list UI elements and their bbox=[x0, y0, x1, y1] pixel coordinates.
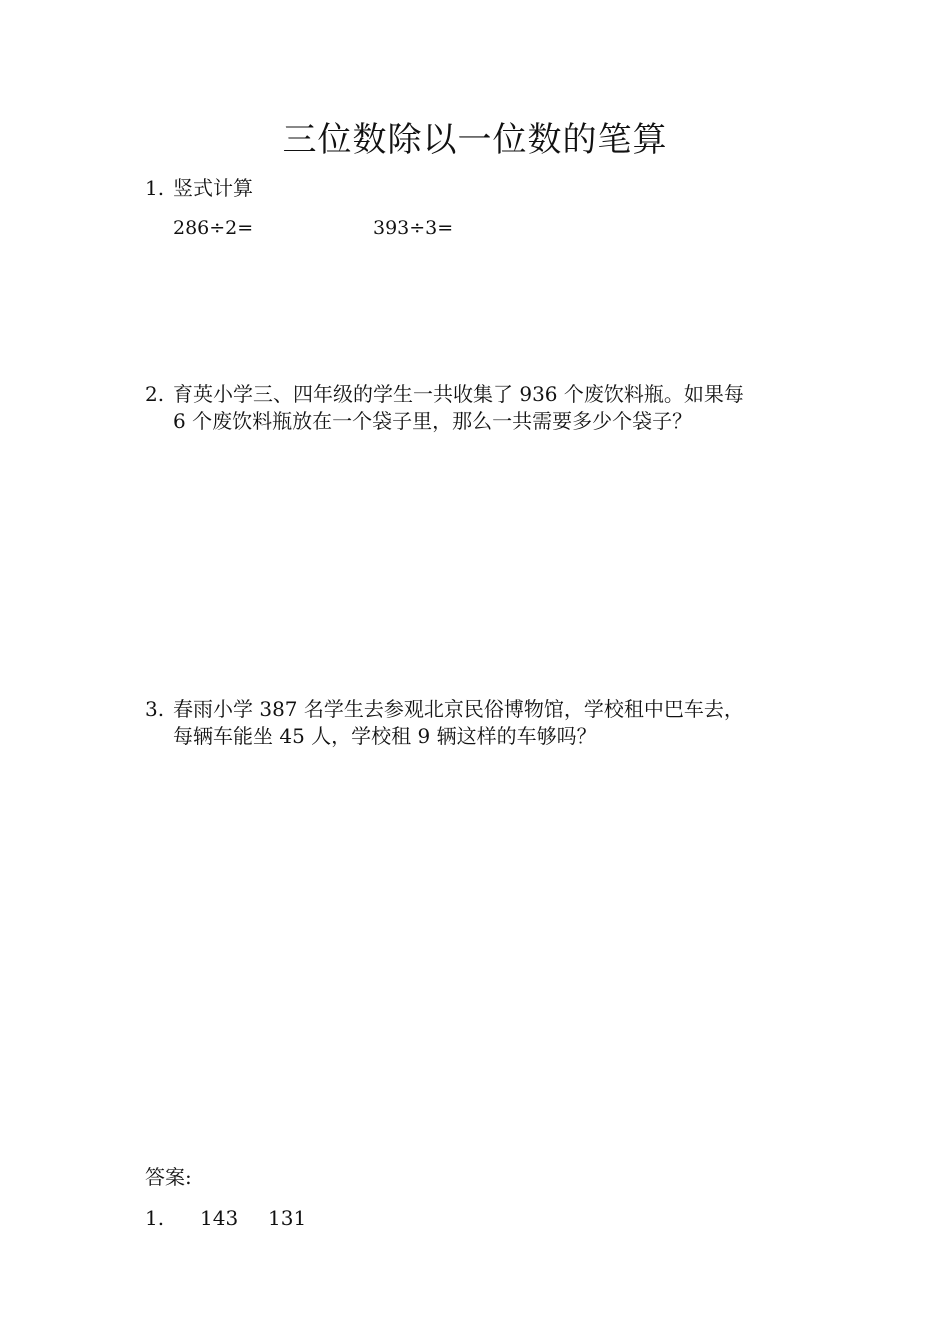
question-2-text-2: 6 个废饮料瓶放在一个袋子里，那么一共需要多少个袋子？ bbox=[173, 409, 693, 433]
question-1-heading: 竖式计算 bbox=[173, 176, 253, 200]
question-2-line-1 bbox=[145, 380, 744, 408]
answer-1-value-2: 131 bbox=[268, 1206, 307, 1230]
answer-1-line bbox=[145, 1204, 306, 1232]
answer-1-value-1: 143 bbox=[200, 1206, 239, 1230]
question-1-heading-line bbox=[145, 174, 253, 202]
page-title: 三位数除以一位数的笔算 bbox=[282, 120, 668, 160]
question-1-expression-1: 286÷2= bbox=[173, 217, 254, 239]
question-1-number: 1. bbox=[145, 176, 165, 200]
answer-1-number: 1. bbox=[145, 1206, 165, 1230]
question-2-number: 2. bbox=[145, 382, 165, 406]
question-3-text-1: 春雨小学 387 名学生去参观北京民俗博物馆，学校租中巴车去， bbox=[173, 697, 744, 721]
question-3-text-2: 每辆车能坐 45 人，学校租 9 辆这样的车够吗？ bbox=[173, 724, 597, 748]
question-2-text-1: 育英小学三、四年级的学生一共收集了 936 个废饮料瓶。如果每 bbox=[173, 382, 744, 406]
question-3-number: 3. bbox=[145, 697, 165, 721]
question-3-line-1 bbox=[145, 695, 744, 723]
question-1-expression-2: 393÷3= bbox=[373, 217, 454, 239]
answers-heading: 答案: bbox=[145, 1165, 192, 1189]
